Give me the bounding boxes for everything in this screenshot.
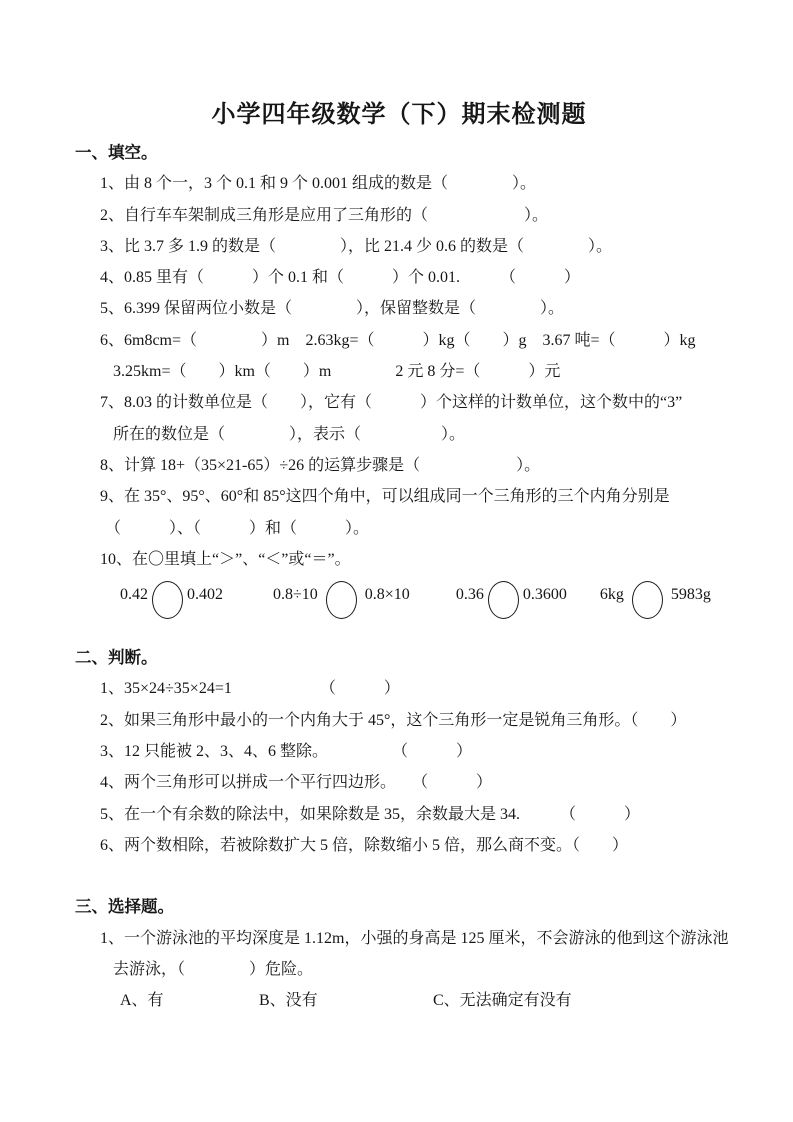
comparison-row <box>75 575 723 615</box>
fill-item-6-line-2: 3.25km=（ ）km（ ）m 2 元 8 分=（ ）元 <box>113 363 561 381</box>
section-3-heading: 三、选择题。 <box>75 897 174 917</box>
comparison-circle <box>152 581 183 619</box>
section-multiple-choice <box>75 891 729 1016</box>
comparison-left-value: 6kg <box>599 586 624 604</box>
fill-item-2: 2、自行车车架制成三角形是应用了三角形的（ ）。 <box>100 206 549 224</box>
page-title: 小学四年级数学（下）期末检测题 <box>211 102 587 128</box>
comparison-right-value: 0.402 <box>187 586 223 604</box>
fill-item-4: 4、0.85 里有（ ）个 0.1 和（ ）个 0.01. （ ） <box>100 269 581 287</box>
judge-item-6: 6、两个数相除，若被除数扩大 5 倍，除数缩小 5 倍，那么商不变。（ ） <box>100 836 629 854</box>
comparison-pair-2 <box>273 576 410 614</box>
choice-item-1-line-1: 1、一个游泳池的平均深度是 1.12m，小强的身高是 125 厘米，不会游泳的他到这个游泳池 <box>100 929 729 947</box>
fill-item-9-line-2: （ ）、（ ）和（ ）。 <box>105 519 370 537</box>
fill-item-1: 1、由 8 个一，3 个 0.1 和 9 个 0.001 组成的数是（ ）。 <box>100 175 537 193</box>
comparison-left-value: 0.36 <box>455 586 484 604</box>
choice-item-1-line-2: 去游泳，（ ）危险。 <box>113 960 314 978</box>
comparison-right-value: 5983g <box>670 586 711 604</box>
judge-item-5: 5、在一个有余数的除法中，如果除数是 35，余数最大是 34. （ ） <box>100 805 641 823</box>
comparison-left-value: 0.42 <box>120 586 148 604</box>
judge-item-3: 3、12 只能被 2、3、4、6 整除。 （ ） <box>100 743 473 761</box>
comparison-right-value: 0.3600 <box>522 586 567 604</box>
comparison-pair-1 <box>120 576 223 614</box>
judge-item-2: 2、如果三角形中最小的一个内角大于 45°，这个三角形一定是锐角三角形。（ ） <box>100 711 687 729</box>
choice-item-1-options <box>75 985 723 1016</box>
fill-item-7-line-1: 7、8.03 的计数单位是（ ），它有（ ）个这样的计数单位，这个数中的“3” <box>100 394 683 412</box>
section-2-heading: 二、判断。 <box>75 648 158 668</box>
section-fill-in-blanks <box>75 137 723 615</box>
section-1-heading: 一、填空。 <box>75 143 158 162</box>
comparison-circle <box>488 581 519 619</box>
judge-item-1: 1、35×24÷35×24=1 （ ） <box>100 680 400 698</box>
comparison-circle <box>326 581 357 619</box>
fill-item-3: 3、比 3.7 多 1.9 的数是（ ），比 21.4 少 0.6 的数是（ ）。 <box>100 237 613 255</box>
fill-item-6-line-1: 6、6m8cm=（ ）m 2.63kg=（ ）kg（ ）g 3.67 吨=（ ）kg <box>100 331 696 349</box>
comparison-circle <box>632 581 663 619</box>
option-c: C、无法确定有没有 <box>433 992 572 1010</box>
comparison-left-value: 0.8÷10 <box>273 586 318 604</box>
judge-item-4: 4、两个三角形可以拼成一个平行四边形。 （ ） <box>100 774 493 792</box>
comparison-pair-4 <box>600 576 711 614</box>
section-true-false <box>75 642 723 861</box>
fill-item-9-line-1: 9、在 35°、95°、60°和 85°这四个角中，可以组成同一个三角形的三个内角分别是 <box>100 488 670 506</box>
comparison-pair-3 <box>456 576 567 614</box>
fill-item-7-line-2: 所在的数位是（ ），表示（ ）。 <box>113 425 466 443</box>
fill-item-8: 8、计算 18+（35×21-65）÷26 的运算步骤是（ ）。 <box>100 456 541 474</box>
fill-item-10: 10、在〇里填上“＞”、“＜”或“＝”。 <box>100 550 351 568</box>
option-a: A、有 <box>120 992 164 1010</box>
comparison-right-value: 0.8×10 <box>364 586 410 604</box>
fill-item-5: 5、6.399 保留两位小数是（ ），保留整数是（ ）。 <box>100 300 565 318</box>
option-b: B、没有 <box>259 992 318 1010</box>
